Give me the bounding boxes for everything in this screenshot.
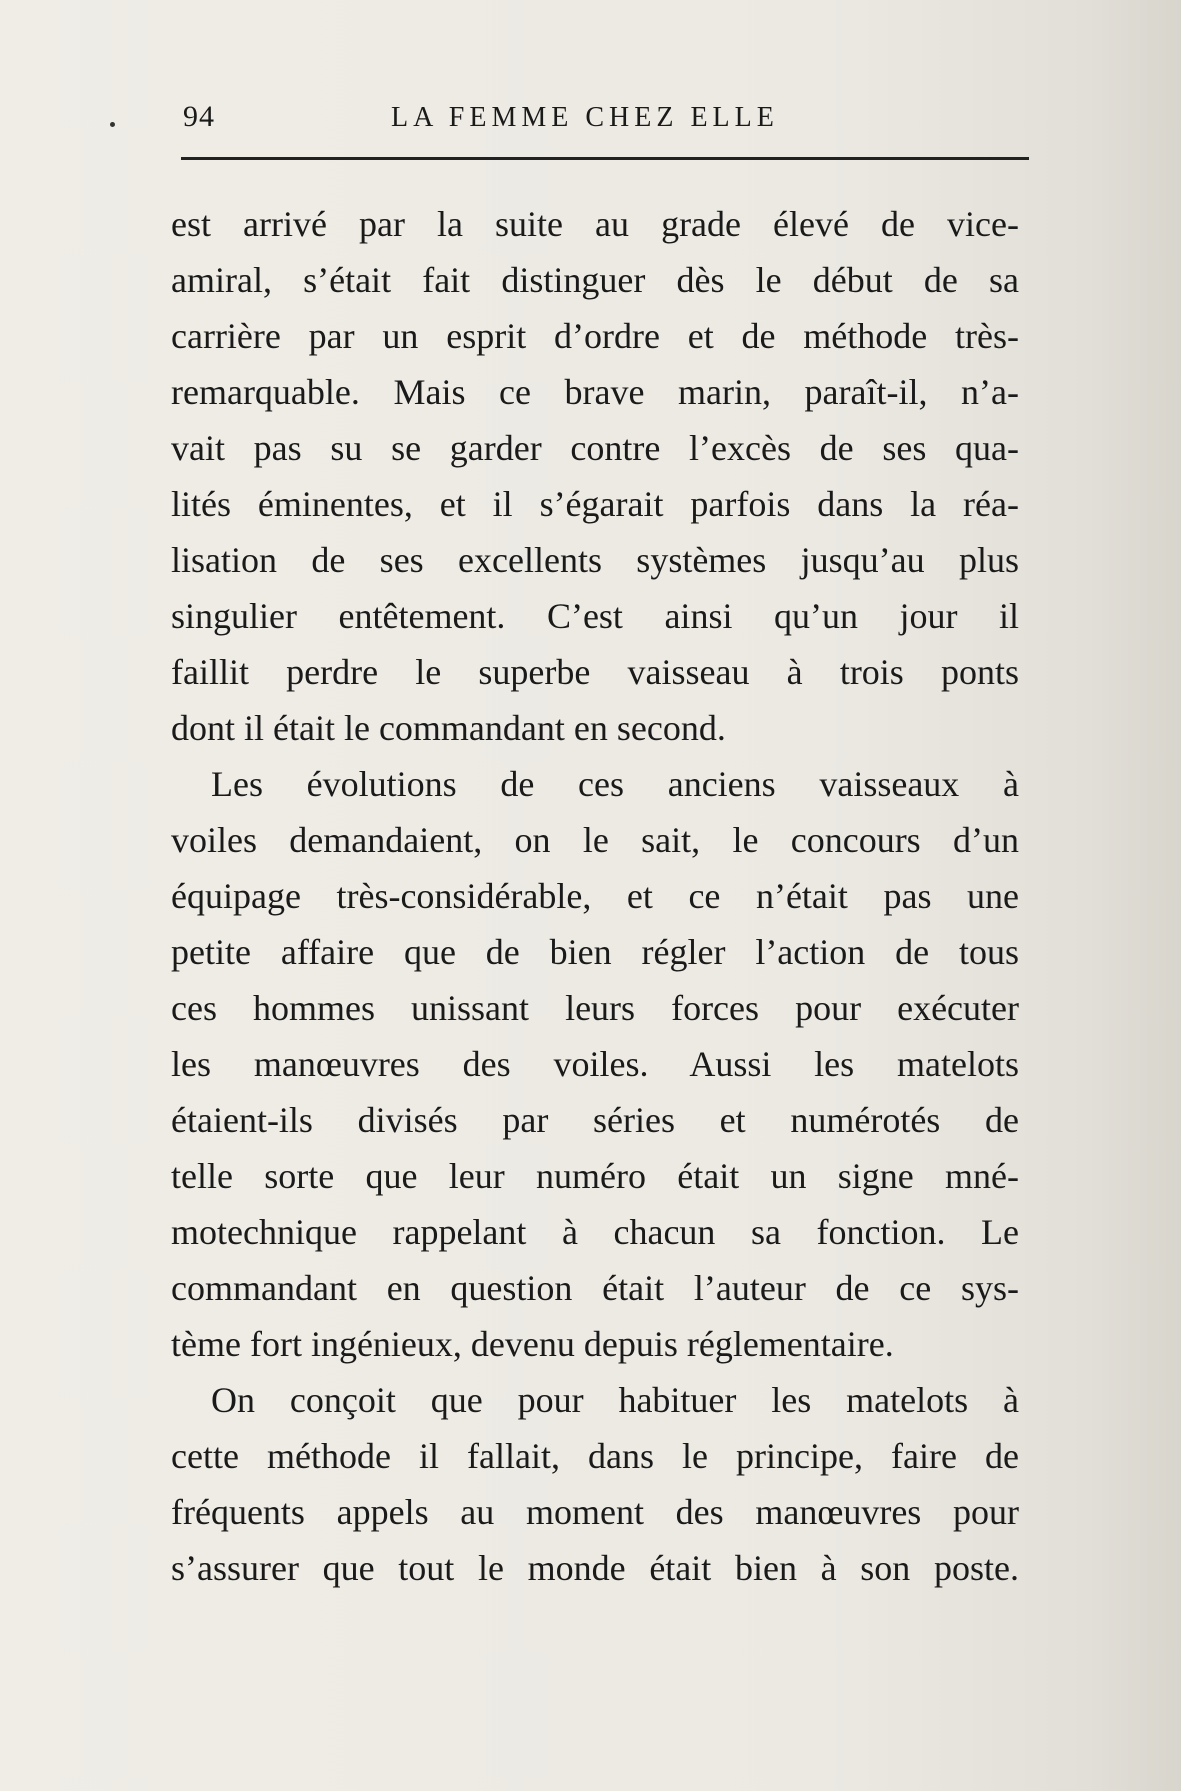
running-title: LA FEMME CHEZ ELLE — [391, 102, 779, 133]
text-line: commandant en question était l’auteur de ce sys- — [171, 1268, 1019, 1308]
text-line: lisation de ses excellents systèmes jusqu’au plus — [171, 540, 1019, 580]
text-line: telle sorte que leur numéro était un signe mné- — [171, 1156, 1019, 1196]
text-line: faillit perdre le superbe vaisseau à trois ponts — [171, 652, 1019, 692]
ink-speck — [110, 122, 115, 127]
text-line: singulier entêtement. C’est ainsi qu’un jour il — [171, 596, 1019, 636]
page-number: 94 — [183, 100, 215, 133]
body-text — [171, 196, 1019, 1596]
text-line: cette méthode il fallait, dans le principe, faire de — [171, 1436, 1019, 1476]
page-header — [183, 100, 1028, 140]
text-line: est arrivé par la suite au grade élevé de vice- — [171, 204, 1019, 244]
header-rule — [181, 157, 1029, 160]
text-line: vait pas su se garder contre l’excès de ses qua- — [171, 428, 1019, 468]
text-line: équipage très-considérable, et ce n’était pas une — [171, 876, 1019, 916]
text-line: amiral, s’était fait distinguer dès le début de sa — [171, 260, 1019, 300]
text-line: motechnique rappelant à chacun sa fonction. Le — [171, 1212, 1019, 1252]
text-line: les manœuvres des voiles. Aussi les matelots — [171, 1044, 1019, 1084]
text-line: s’assurer que tout le monde était bien à son poste. — [171, 1548, 1019, 1588]
text-line: lités éminentes, et il s’égarait parfois dans la réa- — [171, 484, 1019, 524]
text-line: tème fort ingénieux, devenu depuis réglementaire. — [171, 1324, 894, 1364]
text-line: dont il était le commandant en second. — [171, 708, 726, 748]
text-line: petite affaire que de bien régler l’action de tous — [171, 932, 1019, 972]
text-line: remarquable. Mais ce brave marin, paraît-il, n’a- — [171, 372, 1019, 412]
text-line: fréquents appels au moment des manœuvres pour — [171, 1492, 1019, 1532]
text-line: ces hommes unissant leurs forces pour exécuter — [171, 988, 1019, 1028]
paragraph-start-line: On conçoit que pour habituer les matelots à — [211, 1380, 1019, 1420]
text-line: étaient-ils divisés par séries et numérotés de — [171, 1100, 1019, 1140]
text-line: voiles demandaient, on le sait, le concours d’un — [171, 820, 1019, 860]
text-line: carrière par un esprit d’ordre et de méthode très- — [171, 316, 1019, 356]
paragraph-start-line: Les évolutions de ces anciens vaisseaux à — [211, 764, 1019, 804]
